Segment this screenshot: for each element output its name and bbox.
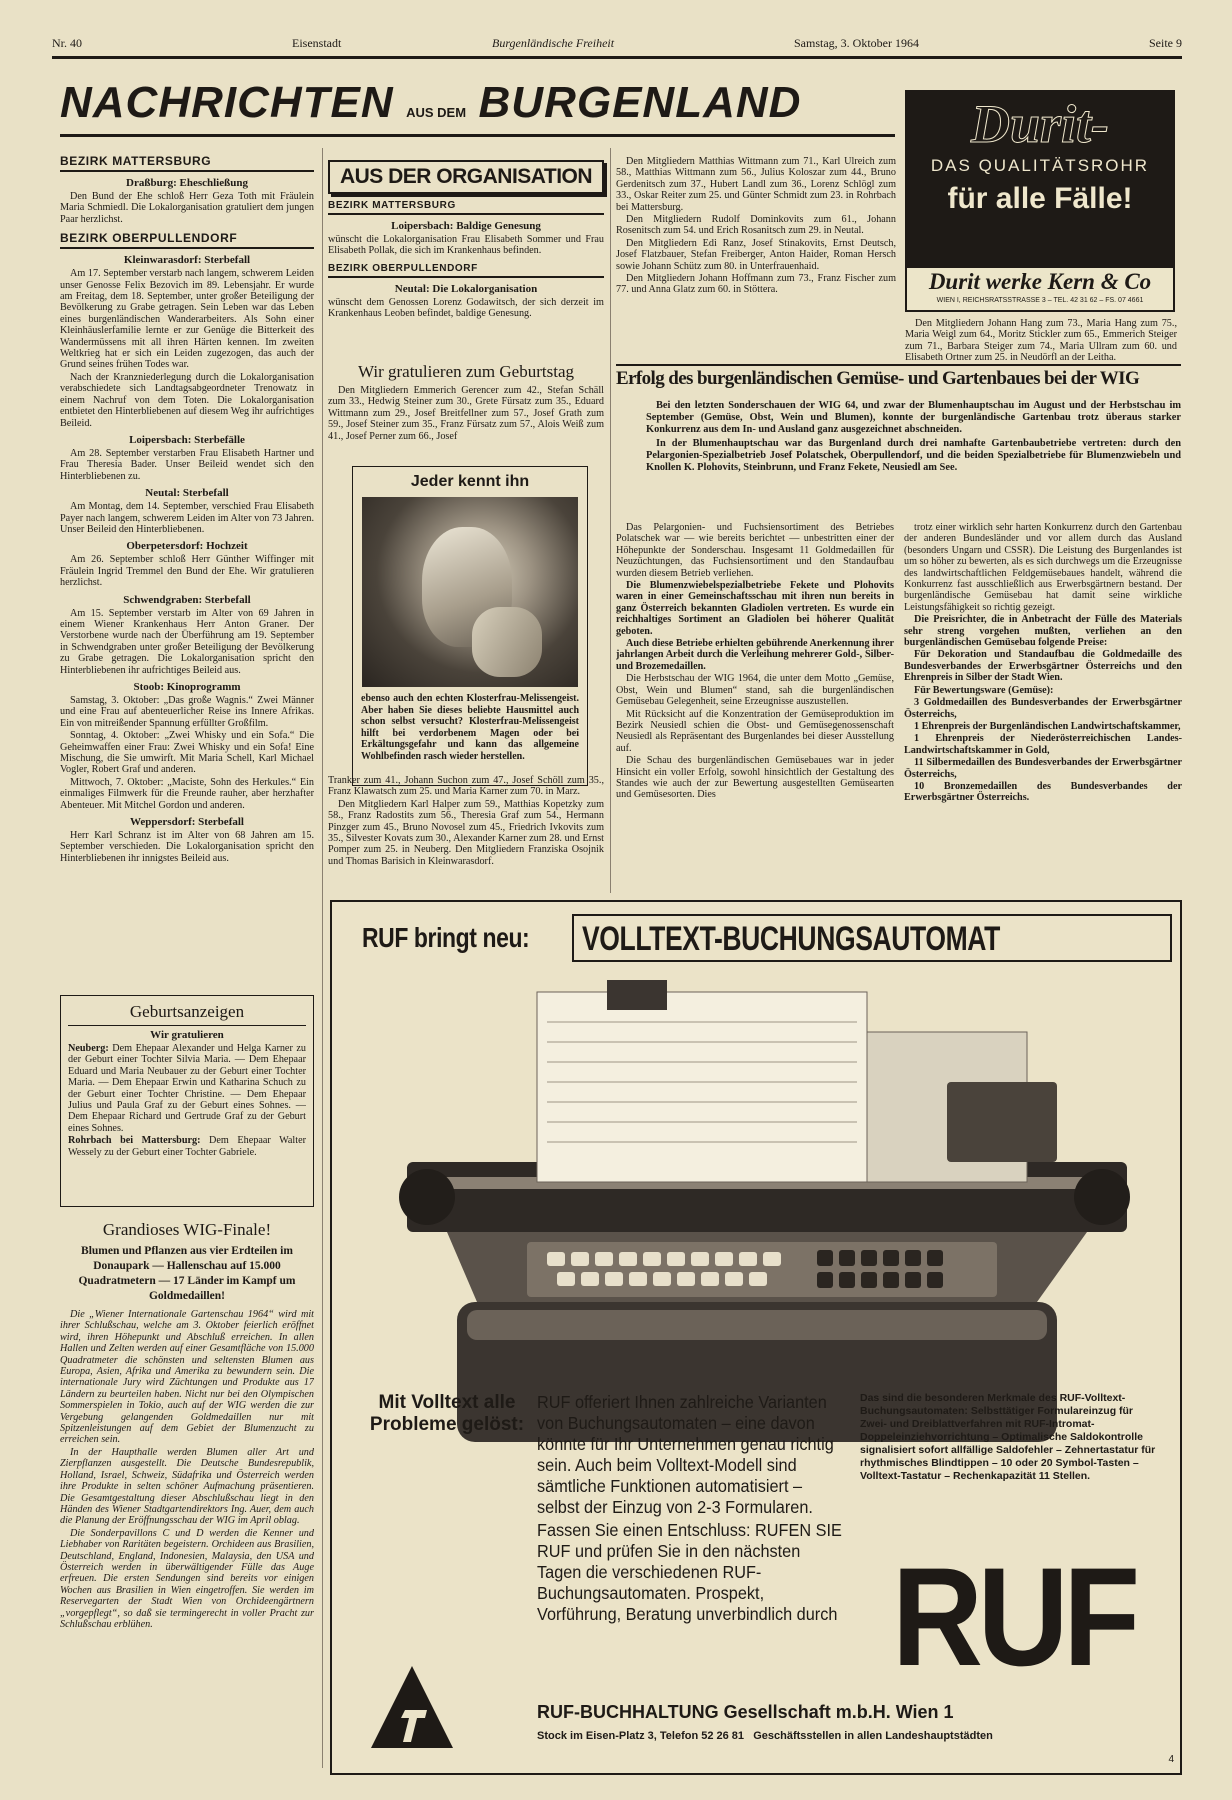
item-heading: Neutal: Sterbefall — [145, 487, 229, 500]
erfolg-title: Erfolg des burgenländischen Gemüse- und Gartenbaues bei der WIG — [616, 364, 1181, 390]
item-paragraph: Am 17. September verstarb nach langem, schwerem Leiden unser Genosse Felix Bezovich im 89. Lebensjahr. Er wurde am Freitag, dem 18. September, unter großer Beteiligung der Bevölkerung zu Grabe getragen. Sein Leben war das Leben eines burgenländischen Wanderarbeiters. Als Sohn einer Kleinhäuslerfamilie lernte er zur Genüge die Bitterkeit des Wandermüssens mit all ihren Härten kennen. Im zweiten Weltkrieg hat er sich ein Leiden zugezogen, das auch der Grund seines frühen Todes war. — [60, 268, 314, 371]
durit-line2: für alle Fälle! — [947, 182, 1133, 215]
column-divider-1 — [322, 148, 323, 1768]
keyboard-panel — [527, 1242, 997, 1297]
org-head-neutal: Neutal: Die Lokalorganisation — [394, 282, 538, 295]
birth-notice-neuberg — [68, 1043, 306, 1134]
masthead-title-small: AUS DEM — [406, 105, 467, 121]
birth-notice-rohrbach-text: Dem Ehepaar Walter Wessely zu der Geburt einer Tochter Gabriele. — [68, 1135, 306, 1158]
column-divider-2 — [610, 148, 611, 893]
item-heading: Oberpetersdorf: Hochzeit — [126, 540, 248, 553]
durit-address: WIEN I, REICHSRATSSTRASSE 3 – TEL. 42 31 62 – FS. 07 4661 — [936, 297, 1144, 304]
column-left-news — [60, 148, 314, 981]
erfolg-b9: 10 Bronzemedaillen des Bundesverbandes der Erwerbsgärtner Österreichs. — [904, 780, 1182, 804]
item-paragraph: Herr Karl Schranz ist im Alter von 68 Jahren am 15. September verschieden. Die Lokalorganisation spricht den Hinterbliebenen ihr innigstes Beileid aus. — [60, 830, 314, 864]
col3-p1: Den Mitgliedern Matthias Wittmann zum 71., Karl Ulreich zum 58., Matthias Wittmann zum 56., Julius Koloszar zum 44., Bruno Gerdenitsch zum 37., Hubert Landl zum 36., Lorenz Schlögl zum 33., Oskar Reiter zum 25. und Günter Schmidt zum 23. in Rohrbach bei Mattersburg. — [616, 156, 896, 213]
wig-finale-deck: Blumen und Pflanzen aus vier Erdteilen im Donaupark — Hallenschau auf 15.000 Quadratmetern — 17 Länder im Kampf um Goldmedaillen! — [78, 1245, 296, 1302]
birth-notices-title: Geburtsanzeigen — [68, 1002, 306, 1026]
birthday-section — [328, 362, 604, 462]
header-date: Samstag, 3. Oktober 1964 — [794, 36, 919, 50]
ruf-headline-a: RUF bringt neu: — [362, 922, 530, 953]
ruf-body-box — [537, 1392, 849, 1692]
org-section — [328, 160, 604, 390]
wig-finale-title: Grandioses WIG-Finale! — [102, 1220, 272, 1239]
klosterfrau-title: Jeder kennt ihn — [410, 473, 530, 490]
klosterfrau-ad — [352, 466, 588, 786]
durit-brand-box — [905, 268, 1175, 312]
header-paper: Burgenländische Freiheit — [492, 36, 615, 50]
item-heading: Kleinwarasdorf: Sterbefall — [123, 254, 251, 267]
side-control-bank — [947, 1082, 1057, 1162]
ruf-company: RUF-BUCHHALTUNG Gesellschaft m.b.H. Wien 1 — [537, 1702, 954, 1722]
erfolg-b3: Für Dekoration und Standaufbau die Goldmedaille des Bundesverbandes der Erwerbsgärtner Österreichs und den Ehrenpreis in Silber der Stadt Wien. — [904, 649, 1182, 684]
durit-line1: DAS QUALITÄTSROHR — [930, 156, 1150, 175]
birth-notice-rohrbach-lead: Rohrbach bei Mattersburg: — [68, 1135, 201, 1147]
column-birthdays-right — [616, 156, 896, 386]
item-heading: Schwendgraben: Sterbefall — [123, 593, 251, 606]
paper-sheet — [537, 992, 867, 1182]
masthead — [60, 78, 895, 138]
erfolg-a6: Die Schau des burgenländischen Gemüsebaues war in jeder Hinsicht ein voller Erfolg, sowohl hinsichtlich der Gestaltung des Standes wie auch der zur Bewertung ausgestellten Gemüsearten und Gemüsesorten. Dies — [616, 755, 894, 801]
header-page: Seite 9 — [1149, 36, 1182, 50]
durit-logo: Durit- — [970, 94, 1110, 154]
erfolg-a5: Mit Rücksicht auf die Konzentration der Gemüseproduktion im Bezirk Neusiedl schien die Obst- und Gemüsegenossenschaft Neusiedl als Repräsentant des Burgenlandes bei dieser Ausstellung auf. — [616, 708, 894, 754]
org-p-loipersbach: wünscht die Lokalorganisation Frau Elisabeth Sommer und Frau Elisabeth Pollak, die sich im Krankenhaus befinden. — [328, 234, 604, 257]
item-paragraph: Nach der Kranzniederlegung durch die Lokalorganisation verabschiedete sich Landtagsabgeordneter Trenowatz in einem Nachruf von dem Toten. Die Lokalorganisation entbietet den Hinterbliebenen auf diesem Weg ihr aufrichtiges Beileid. — [60, 371, 314, 429]
erfolg-lead-1: Bei den letzten Sonderschauen der WIG 64, und zwar der Blumenhauptschau im August und der Herbstschau im September (Gemüse, Obst, Wein und Blumen), konnte der burgenländische Gartenbau trotz überaus starker Konkurrenz aus dem In- und Ausland ganz ausgezeichnet abschneiden. — [646, 400, 1181, 436]
item-paragraph: Mittwoch, 7. Oktober: „Maciste, Sohn des Herkules.“ Ein einmaliges Filmwerk für die Freunde rauher, aber herzhafter Abenteuer. Mit Mitchel Gordon und anderen. — [60, 776, 314, 811]
ruf-page-mark: 4 — [1168, 1754, 1174, 1765]
birthday-p2: Tranker zum 41., Johann Suchon zum 47., Josef Schöll zum 35., Franz Klawatsch zum 25. und Maria Karner zum 70. in Marz. — [328, 775, 604, 798]
ruf-features: Das sind die besonderen Merkmale des RUF-Volltext-Buchungsautomaten: Selbsttätiger Formulareinzug für Zwei- und Dreiblattverfahren mit RUF-Intromat-Doppeleinziehvorrichtung – Optimalische Saldokontrolle signalisiert sofort allfällige Saldofehler – Zehnertastatur für rhythmisches Blindtippen – 10 oder 20 Symbol-Tasten – Volltext-Tastatur – Rechenkapazität 11 Stellen. — [860, 1392, 1156, 1482]
ruf-address: Stock im Eisen-Platz 3, Telefon 52 26 81 Geschäftsstellen in allen Landeshauptstädten — [537, 1730, 993, 1742]
item-heading: Draßburg: Eheschließung — [126, 177, 248, 189]
erfolg-b6: 1 Ehrenpreis der Burgenländischen Landwirtschaftskammer, — [914, 720, 1181, 732]
bookkeeping-machine-illustration — [387, 972, 1147, 1452]
org-district-oberpullendorf: BEZIRK OBERPULLENDORF — [328, 263, 604, 278]
wig-finale-p1: Die „Wiener Internationale Gartenschau 1964“ wird mit ihrer Schlußschau, welche am 3. Oktober feierlich eröffnet wird, ihren Höhepunkt und Abschluß erreichen. In allen Hallen und Zelten werden auf einer Gesamtfläche von 15.000 Quadratmeter die schönsten und seltensten Blumen aus Europa, Asien, Afrika und Amerika zu bewundern sein. Die internationale Jury wird Züchtungen und Produkte aus 17 Ländern zu beurteilen haben. Nicht nur bei den Olympischen Sommerspielen in Tokio, auch auf der WIG werden die zur Vergebung gelangenden Goldmedaillen nur mit Spitzenleistungen auf dem Gebiet der Blumenzucht zu erreichen sein. — [60, 1309, 314, 1446]
erfolg-b4: Für Bewertungsware (Gemüse): — [914, 684, 1054, 696]
klosterfrau-portrait — [362, 497, 578, 687]
wig-finale-p3: Die Sonderpavillons C und D werden die Kenner und Liebhaber von Raritäten begeistern. Orchideen aus Brasilien, Deutschland, England, Indonesien, Malaysia, den USA und Österreich werden in überwältigender Fülle das Auge erfreuen. Die ersten Sendungen sind bereits vor einigen Wochen aus Brasilien in Wien eingetroffen. Sie werden im Reservegarten der Stadt Wien von Orchideengärtnern „vorgepflegt“, so daß sie termingerecht in voller Pracht zur Schlußschau erblühen. — [60, 1527, 314, 1630]
erfolg-a4: Die Herbstschau der WIG 1964, die unter dem Motto „Gemüse, Obst, Wein und Blumen“ stand, sah die burgenländischen Gemüsebau Gelegenheit, seine Erzeugnisse auszustellen. — [616, 673, 894, 708]
ruf-cta: Fassen Sie einen Entschluss: RUFEN SIE RUF und prüfen Sie in den nächsten Tagen die verschiedenen RUF-Buchungsautomaten. Prospekt, Vorführung, Beratung unverbindlich durch — [537, 1520, 842, 1624]
col3-p2: Den Mitgliedern Rudolf Dominkovits zum 61., Johann Rosenitsch zum 54. und Erich Rosanitsch zum 29. in Neutal. — [616, 214, 896, 237]
birth-notices-box — [60, 995, 314, 1207]
item-heading: Loipersbach: Sterbefälle — [129, 433, 245, 446]
left-knob-icon — [399, 1169, 455, 1225]
masthead-title-a: NACHRICHTEN — [60, 78, 394, 127]
erfolg-a1: Das Pelargonien- und Fuchsiensortiment des Betriebes Polatschek war — wie bereits berichtet — unbestritten einer der Höhepunkte der Sonderschau. Insgesamt 11 Goldmedaillen für Neuzüchtungen, das Fuchsiensortiment und den Standaufbau wurden diesem Betrieb verliehen. — [616, 522, 894, 579]
ruf-headline-b-box — [572, 914, 1172, 962]
birth-notice-neuberg-text: Dem Ehepaar Alexander und Helga Karner zu der Geburt einer Tochter Silvia Maria. — Dem Ehepaar Eduard und Maria Neubauer zu der Geburt einer Tochter Maria. — Dem Ehepaar Erwin und Katharina Schuch zu der Geburt einer Tochter Christine. — Dem Ehepaar Julius und Paula Graf zu der Geburt eines Sohnes. — Dem Ehepaar Richard und Gertrude Graf zu der Geburt eines Sohnes. — [68, 1043, 306, 1134]
erfolg-b1: trotz einer wirklich sehr harten Konkurrenz durch den Gartenbau der anderen Bundesländer und vor allem durch das Ausland (besonders Ungarn und CSSR). Die Leistung des Burgenlandes ist um so höher zu bewerten, als es sich durchwegs um die Erzeugnisse des landwirtschaftlichen Feldgemüsebaues handelt, während die Konkurrenz fast ausschließlich aus Erwerbsgärtnern bestand. Der burgenländische Gemüsebau hat damit seine wirkliche Leistungsfähigkeit so richtig gezeigt. — [904, 522, 1182, 613]
col3-p5: Den Mitgliedern Johann Hang zum 73., Maria Hang zum 75., Maria Weigl zum 64., Moritz Stickler zum 65., Emmerich Steiger zum 71., Barbara Steiger zum 74., Maria Ullram zum 60. und Elisabeth Ortner zum 25. in Neudörfl an der Leitha. — [905, 318, 1177, 364]
header-place: Eisenstadt — [292, 36, 342, 50]
ruf-tagline: Mit Volltext alle Probleme gelöst: — [369, 1392, 525, 1435]
item-paragraph: Am Montag, dem 14. September, verschied Frau Elisabeth Payer nach langem, schwerem Leiden im Alter von 73 Jahren. Unser Beileid den Hinterbliebenen. — [60, 501, 314, 535]
masthead-rule — [60, 134, 895, 137]
ruf-triangle-logo-icon — [367, 1662, 457, 1752]
birthday-p3: Den Mitgliedern Karl Halper zum 59., Matthias Kopetzky zum 58., Franz Radostits zum 56., Theresia Graf zum 54., Hermann Pinzger zum 45., Bruno Novosel zum 45., Friedrich Ivkovits zum 35., Silvester Kovats zum 30., Alexander Karner zum 28. und Ernst Pomper zum 25. in Neuberg. Den Mitgliedern Franziska Osojnik und Thomas Barisich in Kleinwarasdorf. — [328, 798, 604, 867]
org-title: AUS DER ORGANISATION — [328, 160, 604, 194]
birth-notice-neuberg-lead: Neuberg: — [68, 1043, 109, 1054]
item-paragraph: Samstag, 3. Oktober: „Das große Wagnis.“ Zwei Männer und eine Frau auf abenteuerlicher Reise ins Innere Afrikas. Ein von mitreißender Spannung erfüllter Großfilm. — [60, 695, 314, 729]
right-knob-icon — [1074, 1169, 1130, 1225]
durit-brand: Durit werke Kern & Co — [928, 269, 1152, 294]
item-heading: Weppersdorf: Sterbefall — [130, 816, 244, 829]
erfolg-b2: Die Preisrichter, die in Anbetracht der Fülle des Materials sehr streng vorgehen mußten, verliehen an den burgenländischen Gemüsebau folgende Preise: — [904, 614, 1182, 649]
page-header — [52, 36, 1182, 54]
machine-base-highlight — [467, 1310, 1047, 1340]
erfolg-lead — [646, 400, 1181, 518]
erfolg-b8: 11 Silbermedaillen des Bundesverbandes der Erwerbsgärtner Österreichs, — [904, 757, 1182, 780]
masthead-title-b: BURGENLAND — [478, 78, 802, 127]
item-paragraph: Den Bund der Ehe schloß Herr Geza Toth mit Fräulein Maria Schmiedl. Die Lokalorganisation gratuliert dem jungen Paar herzlichst. — [60, 191, 314, 225]
item-paragraph: Am 15. September verstarb im Alter von 69 Jahren in einem Wiener Krankenhaus Herr Anton Graner. Der Verstorbene wurde nach der Überführung am 19. September in Schwendgraben unter großer Beteiligung der Bevölkerung zu Grabe getragen. Die Lokalorganisation spricht den Hinterbliebenen ihr aufrichtiges Beileid aus. — [60, 607, 314, 676]
item-paragraph: Am 28. September verstarben Frau Elisabeth Hartner und Frau Theresia Bader. Unser Beileid wendet sich den Hinterbliebenen zu. — [60, 447, 314, 482]
district-heading: BEZIRK OBERPULLENDORF — [60, 231, 314, 249]
birth-notices-subhead: Wir gratulieren — [150, 1029, 224, 1041]
erfolg-a2: Die Blumenzwiebelspezialbetriebe Fekete und Plohovits waren in einer Gemeinschaftsschau mit ihren nun bereits in ganz Österreich bekannten Gladiolen vertreten. Es wurde ein reichhaltiges Sortiment an Gladiolen bei höherer Qualität geboten. — [616, 580, 894, 637]
col3-p4: Den Mitgliedern Johann Hoffmann zum 73., Franz Fischer zum 77. und Anna Glatz zum 60. in Stöttera. — [616, 273, 896, 296]
erfolg-col-a — [616, 522, 894, 892]
item-heading: Stoob: Kinoprogramm — [133, 681, 241, 693]
erfolg-lead-2: In der Blumenhauptschau war das Burgenland durch drei namhafte Gartenbaubetriebe vertreten: durch den Pelargonien-Spezialbetrieb Josef Polatschek, Oberpullendorf, und die beiden Spezialbetriebe für Blumenzwiebeln und Knollen K. Plohovits, Steinbrunn, und Franz Fekete, Neusiedl am See. — [646, 437, 1181, 474]
birthday-p1: Den Mitgliedern Emmerich Gerencer zum 42., Stefan Schäll zum 33., Hedwig Steiner zum 30., Grete Fürsatz zum 35., Eduard Wittmann zum 29., Josef Breitfellner zum 57., Josef Grath zum 59., Josef Steiner zum 35., Franz Fürsatz zum 57., Alois Weiß zum 41., Josef Perner zum 66., Josef — [328, 385, 604, 442]
paper-guide — [607, 980, 667, 1010]
item-paragraph: Sonntag, 4. Oktober: „Zwei Whisky und ein Sofa.“ Die Geheimwaffen einer Frau: Zwei Whisky und ein Sofa! Eine Mischung, die Sie umwirft. Mit Maria Schell, Karl Michael Vogler, Robert Graf und anderen. — [60, 730, 314, 776]
erfolg-b5: 3 Goldmedaillen des Bundesverbandes der Erwerbsgärtner Österreichs, — [904, 697, 1182, 720]
ruf-logo: RUF — [892, 1538, 1135, 1695]
wig-finale-article — [60, 1220, 314, 1765]
org-p-neutal: wünscht dem Genossen Lorenz Godawitsch, der sich derzeit im Krankenhaus Leoben befindet, baldige Genesung. — [328, 296, 604, 320]
klosterfrau-caption: ebenso auch den echten Klosterfrau-Melissengeist. Aber haben Sie dieses beliebte Hausmittel auch schon selbst versucht? Klosterfrau-Melissengeist hilft bei verdorbenem Magen oder bei Erkältungsgefahr und kann das allgemeine Wohlbefinden rasch wieder herstellen. — [361, 693, 579, 762]
durit-ad — [905, 90, 1175, 268]
birth-notice-rohrbach — [68, 1135, 306, 1158]
birthday-continued — [328, 775, 604, 895]
erfolg-col-b — [904, 522, 1182, 892]
ruf-headline-b: VOLLTEXT-BUCHUNGSAUTOMAT — [582, 920, 1000, 958]
birthday-title: Wir gratulieren zum Geburtstag — [358, 362, 574, 381]
org-head-loipersbach: Loipersbach: Baldige Genesung — [391, 220, 541, 232]
ruf-body: RUF offeriert Ihnen zahlreiche Varianten von Buchungsautomaten – eine davon könnte für Ihr Unternehmen genau richtig sein. Auch beim Volltext-Modell sind sämtliche Funktionen automatisiert – selbst der Einzug von 2-3 Formularen. — [537, 1392, 834, 1517]
portrait-hand-shape — [472, 607, 542, 677]
ruf-ad — [330, 900, 1182, 1775]
org-district-mattersburg: BEZIRK MATTERSBURG — [328, 200, 604, 215]
col3-p3: Den Mitgliedern Edi Ranz, Josef Stinakovits, Ernst Deutsch, Josef Flatzbauer, Stefan Freiberger, Anton Haider, Roman Hersch sowie Johann Schütz zum 80. in Unterfrauenhaid. — [616, 237, 896, 272]
erfolg-b7: 1 Ehrenpreis der Niederösterreichischen Landes-Landwirtschaftskammer in Gold, — [904, 733, 1182, 756]
item-paragraph: Am 26. September schloß Herr Günther Wiffinger mit Fräulein Ingrid Tremmel den Bund der Ehe. Wir gratulieren herzlichst. — [60, 554, 314, 589]
issue-number: Nr. 40 — [52, 36, 82, 50]
erfolg-a3: Auch diese Betriebe erhielten gebührende Anerkennung ihrer jahrlangen Arbeit durch die Verleihung mehrerer Gold-, Silber- und Brozemedaillen. — [616, 638, 894, 672]
wig-finale-p2: In der Haupthalle werden Blumen aller Art und Zierpflanzen ausgestellt. Die Deutsche Bundesrepublik, Holland, Israel, Schweiz, Südafrika und Österreich werden ihre Produkte in selten schöner Aufmachung präsentieren. Die Gesamtgestaltung dieser Abschlußschau liegt in den Händen des Wiener Stadtgartendirektors Ing. Auer, dem auch die Planung der Eröffnungsschau der WIG im April oblag. — [60, 1446, 314, 1527]
header-rule — [52, 56, 1182, 59]
district-heading: BEZIRK MATTERSBURG — [60, 154, 314, 172]
